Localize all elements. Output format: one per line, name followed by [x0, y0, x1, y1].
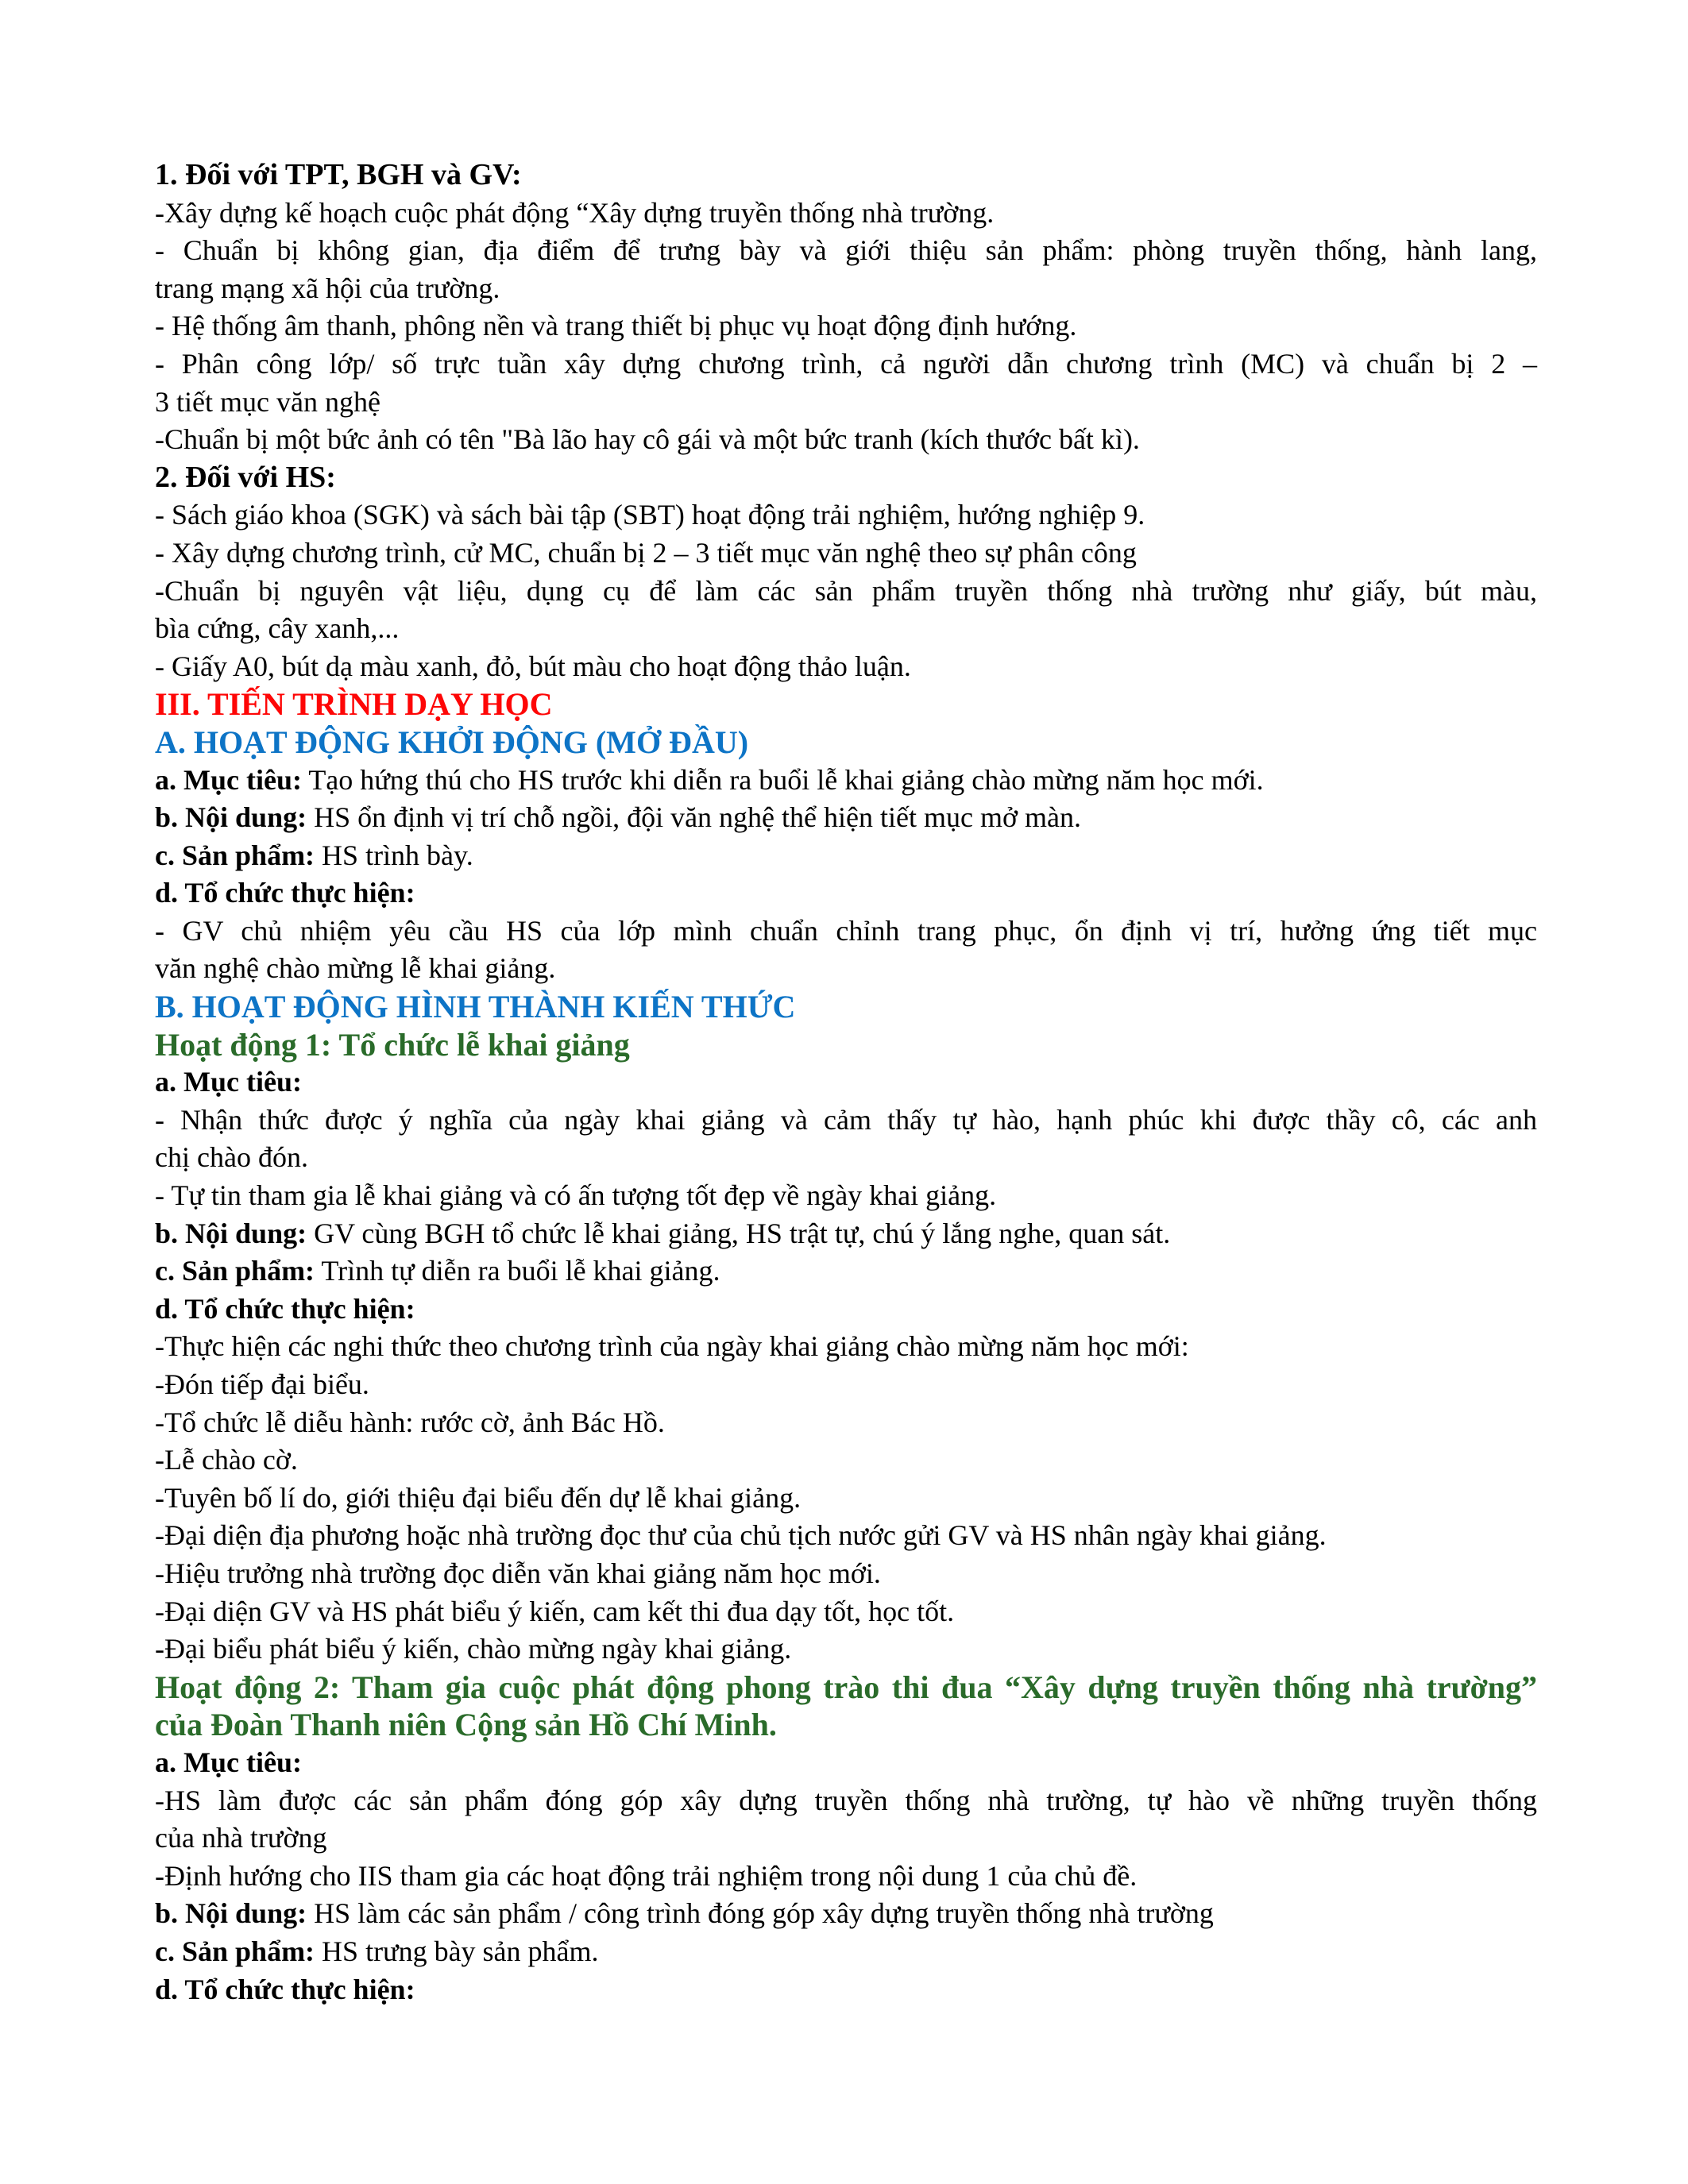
- text-line: [155, 421, 1537, 459]
- text-run: - Nhận thức được ý nghĩa của ngày khai giảng và cảm thấy tự hào, hạnh phúc khi được thầy cô, các anh: [155, 1103, 1537, 1136]
- text-line: [155, 573, 1537, 611]
- label-san-pham-a: [155, 837, 1537, 875]
- section-heading-1: [155, 156, 1537, 195]
- bold-text-run: A. HOẠT ĐỘNG KHỞI ĐỘNG (MỞ ĐẦU): [155, 723, 749, 760]
- bold-text-run: d. Tổ chức thực hiện:: [155, 1292, 415, 1325]
- text-line: [155, 1404, 1537, 1442]
- bold-text-run: a. Mục tiêu:: [155, 1066, 302, 1098]
- text-run: -Đại biểu phát biểu ý kiến, chào mừng ngày khai giảng.: [155, 1633, 792, 1665]
- text-run: - Tự tin tham gia lễ khai giảng và có ấn tượng tốt đẹp về ngày khai giảng.: [155, 1179, 997, 1212]
- text-run: - Phân công lớp/ số trực tuần xây dựng chương trình, cả người dẫn chương trình (MC) và chuẩn bị 2 –: [155, 347, 1537, 380]
- bold-text-run: c. Sản phẩm:: [155, 1255, 315, 1287]
- text-run: trang mạng xã hội của trường.: [155, 272, 500, 304]
- text-run: -Chuẩn bị một bức ảnh có tên "Bà lão hay cô gái và một bức tranh (kích thước bất kì).: [155, 423, 1140, 456]
- text-run: -Chuẩn bị nguyên vật liệu, dụng cụ để làm các sản phẩm truyền thống nhà trường như giấy, bút màu,: [155, 574, 1537, 607]
- heading-hoat-dong-2-line1: [155, 1669, 1537, 1707]
- text-line: [155, 1441, 1537, 1480]
- label-to-chuc-a: [155, 874, 1537, 913]
- text-run: bìa cứng, cây xanh,...: [155, 612, 400, 645]
- text-run: - GV chủ nhiệm yêu cầu HS của lớp mình chuẩn chỉnh trang phục, ổn định vị trí, hưởng ứng tiết mục: [155, 914, 1537, 947]
- text-run: - Giấy A0, bút dạ màu xanh, đỏ, bút màu cho hoạt động thảo luận.: [155, 650, 911, 682]
- bold-text-run: Hoạt động 2: Tham gia cuộc phát động phong trào thi đua “Xây dựng truyền thống nhà trường”: [155, 1669, 1537, 1705]
- text-line: [155, 195, 1537, 233]
- section-heading-2: [155, 459, 1537, 497]
- document-content: [155, 156, 1537, 2008]
- text-line: [155, 1366, 1537, 1404]
- heading-hoat-dong-2-line2: [155, 1706, 1537, 1744]
- bold-text-run: c. Sản phẩm:: [155, 1935, 315, 1967]
- text-line: [155, 1177, 1537, 1215]
- text-run: HS trình bày.: [315, 839, 473, 871]
- label-to-chuc-1: [155, 1291, 1537, 1329]
- bold-text-run: d. Tổ chức thực hiện:: [155, 1973, 415, 2005]
- label-san-pham-2: [155, 1933, 1537, 1971]
- text-line: [155, 1782, 1537, 1820]
- text-line: [155, 1139, 1537, 1177]
- text-line: [155, 950, 1537, 988]
- text-run: HS làm các sản phẩm / công trình đóng góp xây dựng truyền thống nhà trường: [307, 1897, 1214, 1930]
- text-line: [155, 1819, 1537, 1858]
- label-to-chuc-2: [155, 1971, 1537, 2009]
- text-run: -Thực hiện các nghi thức theo chương trình của ngày khai giảng chào mừng năm học mới:: [155, 1330, 1189, 1363]
- text-line: [155, 345, 1537, 384]
- text-line: [155, 648, 1537, 686]
- bold-text-run: B. HOẠT ĐỘNG HÌNH THÀNH KIẾN THỨC: [155, 989, 796, 1025]
- text-run: -Tổ chức lễ diễu hành: rước cờ, ảnh Bác Hồ.: [155, 1406, 665, 1438]
- text-line: [155, 1630, 1537, 1669]
- text-run: Tạo hứng thú cho HS trước khi diễn ra buổi lễ khai giảng chào mừng năm học mới.: [301, 763, 1264, 796]
- label-noi-dung-1: [155, 1215, 1537, 1253]
- text-run: GV cùng BGH tổ chức lễ khai giảng, HS trật tự, chú ý lắng nghe, quan sát.: [307, 1217, 1171, 1249]
- text-run: của nhà trường: [155, 1822, 327, 1854]
- text-line: [155, 307, 1537, 345]
- bold-text-run: b. Nội dung:: [155, 1217, 307, 1249]
- text-line: [155, 232, 1537, 270]
- text-run: -Đón tiếp đại biểu.: [155, 1368, 369, 1400]
- bold-text-run: c. Sản phẩm:: [155, 839, 315, 871]
- text-run: HS trưng bày sản phẩm.: [315, 1935, 599, 1967]
- text-run: 3 tiết mục văn nghệ: [155, 385, 380, 418]
- text-run: -Tuyên bố lí do, giới thiệu đại biểu đến dự lễ khai giảng.: [155, 1481, 802, 1514]
- text-line: [155, 1858, 1537, 1896]
- text-run: - Hệ thống âm thanh, phông nền và trang thiết bị phục vụ hoạt động định hướng.: [155, 310, 1077, 342]
- text-run: -Định hướng cho IIS tham gia các hoạt động trải nghiệm trong nội dung 1 của chủ đề.: [155, 1859, 1138, 1892]
- text-run: -Đại diện địa phương hoặc nhà trường đọc thư của chủ tịch nước gửi GV và HS nhân ngày khai giảng.: [155, 1519, 1327, 1552]
- text-run: -Đại diện GV và HS phát biểu ý kiến, cam kết thi đua dạy tốt, học tốt.: [155, 1595, 955, 1627]
- text-line: [155, 610, 1537, 648]
- bold-text-run: b. Nội dung:: [155, 801, 307, 834]
- text-line: [155, 1328, 1537, 1366]
- text-line: [155, 913, 1537, 951]
- bold-text-run: a. Mục tiêu:: [155, 763, 302, 796]
- text-line: [155, 1480, 1537, 1518]
- label-noi-dung-a: [155, 799, 1537, 837]
- label-noi-dung-2: [155, 1895, 1537, 1933]
- heading-hoat-dong-khoi-dong: [155, 723, 1537, 762]
- text-run: chị chào đón.: [155, 1141, 308, 1174]
- text-line: [155, 1102, 1537, 1140]
- bold-text-run: d. Tổ chức thực hiện:: [155, 877, 415, 909]
- bold-text-run: III. TIẾN TRÌNH DẠY HỌC: [155, 686, 553, 723]
- bold-text-run: a. Mục tiêu:: [155, 1746, 302, 1778]
- bold-text-run: 2. Đối với HS:: [155, 460, 336, 494]
- label-san-pham-1: [155, 1252, 1537, 1291]
- label-muc-tieu-2: [155, 1744, 1537, 1782]
- text-run: văn nghệ chào mừng lễ khai giảng.: [155, 952, 556, 985]
- bold-text-run: Hoạt động 1: Tổ chức lễ khai giảng: [155, 1026, 630, 1063]
- text-line: [155, 496, 1537, 534]
- text-line: [155, 270, 1537, 308]
- bold-text-run: b. Nội dung:: [155, 1897, 307, 1930]
- text-run: -Xây dựng kế hoạch cuộc phát động “Xây dựng truyền thống nhà trường.: [155, 196, 995, 229]
- label-muc-tieu-1: [155, 1063, 1537, 1102]
- heading-hoat-dong-hinh-thanh-kien-thuc: [155, 988, 1537, 1026]
- text-run: HS ổn định vị trí chỗ ngồi, đội văn nghệ thể hiện tiết mục mở màn.: [307, 801, 1081, 834]
- text-line: [155, 1517, 1537, 1555]
- text-line: [155, 1593, 1537, 1631]
- text-run: Trình tự diễn ra buổi lễ khai giảng.: [315, 1255, 720, 1287]
- text-run: -HS làm được các sản phẩm đóng góp xây dựng truyền thống nhà trường, tự hào về những truyền thống: [155, 1784, 1537, 1816]
- text-line: [155, 1555, 1537, 1593]
- heading-hoat-dong-1: [155, 1026, 1537, 1064]
- text-line: [155, 534, 1537, 573]
- text-run: - Chuẩn bị không gian, địa điểm để trưng bày và giới thiệu sản phẩm: phòng truyền thống, hành lang,: [155, 234, 1537, 267]
- text-run: - Xây dựng chương trình, cử MC, chuẩn bị 2 – 3 tiết mục văn nghệ theo sự phân công: [155, 536, 1137, 569]
- text-run: -Lễ chào cờ.: [155, 1444, 298, 1476]
- text-run: -Hiệu trưởng nhà trường đọc diễn văn khai giảng năm học mới.: [155, 1557, 881, 1589]
- text-run: - Sách giáo khoa (SGK) và sách bài tập (SBT) hoạt động trải nghiệm, hướng nghiệp 9.: [155, 499, 1145, 531]
- label-muc-tieu-a: [155, 762, 1537, 800]
- text-line: [155, 384, 1537, 422]
- bold-text-run: của Đoàn Thanh niên Cộng sản Hồ Chí Minh.: [155, 1707, 777, 1743]
- bold-text-run: 1. Đối với TPT, BGH và GV:: [155, 158, 522, 191]
- heading-tien-trinh-day-hoc: [155, 685, 1537, 723]
